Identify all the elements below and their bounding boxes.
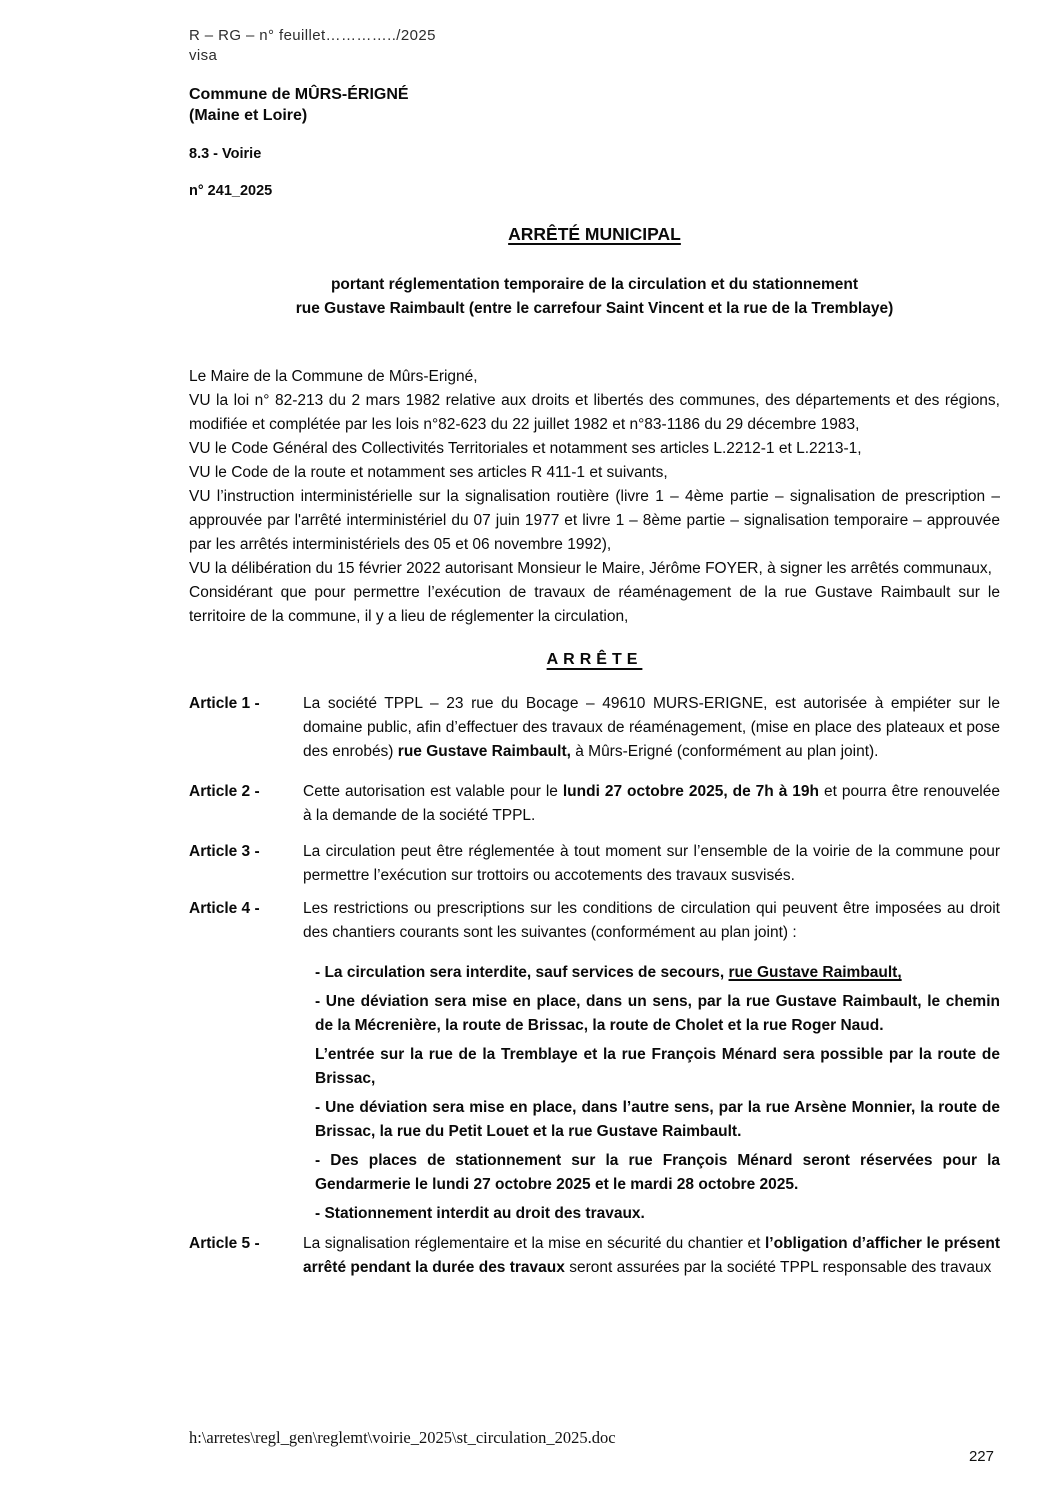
article-5 xyxy=(189,1232,1000,1280)
preamble-vu-instruction: VU l’instruction interministérielle sur la signalisation routière (livre 1 – 4ème partie – signalisation de prescription – approuvée par l'arrêté interministériel du 07 juin 1977 et livre 1 – 8ème partie – signalisation temporaire – approuvée par les arrêtés interministériels des 05 et 06 novembre 1992), xyxy=(189,488,1000,553)
bullet-circulation-interdite: - La circulation sera interdite, sauf services de secours, rue Gustave Raimbault, xyxy=(315,964,902,981)
visa-line: visa xyxy=(189,47,218,64)
article-2-text: Cette autorisation est valable pour le lundi 27 octobre 2025, de 7h à 19h et pourra être renouvelée à la demande de la société TPPL. xyxy=(303,783,1000,824)
preamble-maire: Le Maire de la Commune de Mûrs-Erigné, xyxy=(189,368,478,385)
bullet-places-stationnement: - Des places de stationnement sur la rue François Ménard seront réservées pour la Gendarmerie le lundi 27 octobre 2025 et le mardi 28 octobre 2025. xyxy=(315,1152,1000,1193)
document-subtitle xyxy=(189,273,1000,321)
article-1-text: La société TPPL – 23 rue du Bocage – 49610 MURS-ERIGNE, est autorisée à empiéter sur le domaine public, afin d’effectuer des travaux de réaménagement, (mise en place des plateaux et pose des enrobés) rue Gustave Raimbault, à Mûrs-Erigné (conformément au plan joint). xyxy=(303,695,1000,760)
bullet-stationnement-interdit: - Stationnement interdit au droit des travaux. xyxy=(315,1205,645,1222)
bullet-entree-tremblaye: L’entrée sur la rue de la Tremblaye et la rue François Ménard sera possible par la route de Brissac, xyxy=(315,1046,1000,1087)
article-4-label: Article 4 - xyxy=(189,900,260,917)
arrete-heading xyxy=(189,648,1000,672)
preamble-vu-loi: VU la loi n° 82-213 du 2 mars 1982 relative aux droits et libertés des communes, des départements et des régions, modifiée et complétée par les lois n°82-623 du 22 juillet 1982 et n°83-1186 du 29 décembre 1983, xyxy=(189,392,1000,433)
subtitle-line-2: rue Gustave Raimbault (entre le carrefour Saint Vincent et la rue de la Tremblaye) xyxy=(295,300,894,317)
document-title: ARRÊTÉ MUNICIPAL xyxy=(508,224,681,244)
page-number: 227 xyxy=(968,1448,994,1465)
article-3-label: Article 3 - xyxy=(189,843,260,860)
article-2-content xyxy=(303,780,1000,828)
article-1 xyxy=(189,692,1000,764)
article-2 xyxy=(189,780,1000,828)
article-4 xyxy=(189,897,1000,1226)
article-4-text: Les restrictions ou prescriptions sur les conditions de circulation qui peuvent être imposées au droit des chantiers courants sont les suivantes (conformément au plan joint) : xyxy=(303,900,1000,941)
ref-line: R – RG – n° feuillet…………../2025 xyxy=(189,27,436,44)
preamble-vu-deliberation: VU la délibération du 15 février 2022 autorisant Monsieur le Maire, Jérôme FOYER, à signer les arrêtés communaux, xyxy=(189,560,992,577)
commune-name: Commune de MÛRS-ÉRIGNÉ xyxy=(189,86,409,103)
article-3-text: La circulation peut être réglementée à tout moment sur l’ensemble de la voirie de la commune pour permettre l’exécution sur trottoirs ou accotements des travaux susvisés. xyxy=(303,843,1000,884)
document-number: n° 241_2025 xyxy=(189,183,273,199)
article-4-content xyxy=(303,897,1000,1226)
article-1-label: Article 1 - xyxy=(189,695,260,712)
arrete-heading-text: ARRÊTE xyxy=(546,651,643,668)
departement-name: (Maine et Loire) xyxy=(189,107,308,124)
bullet-deviation-autre-sens: - Une déviation sera mise en place, dans l’autre sens, par la rue Arsène Monnier, la route de Brissac, la rue du Petit Louet et la rue Gustave Raimbault. xyxy=(315,1099,1000,1140)
article-5-content xyxy=(303,1232,1000,1280)
preamble-vu-cgct: VU le Code Général des Collectivités Territoriales et notamment ses articles L.2212-1 et L.2213-1, xyxy=(189,440,862,457)
article-4-bullet-list xyxy=(303,961,1000,1226)
article-2-label: Article 2 - xyxy=(189,783,260,800)
article-3 xyxy=(189,840,1000,888)
subtitle-line-1: portant réglementation temporaire de la circulation et du stationnement xyxy=(330,276,859,293)
preamble-considerant: Considérant que pour permettre l’exécution de travaux de réaménagement de la rue Gustave Raimbault sur le territoire de la commune, il y a lieu de réglementer la circulation, xyxy=(189,584,1000,625)
article-3-content xyxy=(303,840,1000,888)
preamble-vu-code-route: VU le Code de la route et notamment ses articles R 411-1 et suivants, xyxy=(189,464,668,481)
article-1-content xyxy=(303,692,1000,764)
article-5-label: Article 5 - xyxy=(189,1235,260,1252)
classification-code: 8.3 - Voirie xyxy=(189,146,262,162)
registry-reference xyxy=(189,26,1000,66)
article-5-text: La signalisation réglementaire et la mise en sécurité du chantier et l’obligation d’afficher le présent arrêté pendant la durée des travaux seront assurées par la société TPPL responsable des travaux xyxy=(303,1235,1000,1276)
file-path: h:\arretes\regl_gen\reglemt\voirie_2025\st_circulation_2025.doc xyxy=(189,1428,616,1447)
bullet-deviation-un-sens: - Une déviation sera mise en place, dans un sens, par la rue Gustave Raimbault, le chemin de la Mécrenière, la route de Brissac, la route de Cholet et la rue Roger Naud. xyxy=(315,993,1000,1034)
commune-header xyxy=(189,84,1000,126)
preamble xyxy=(189,365,1000,629)
